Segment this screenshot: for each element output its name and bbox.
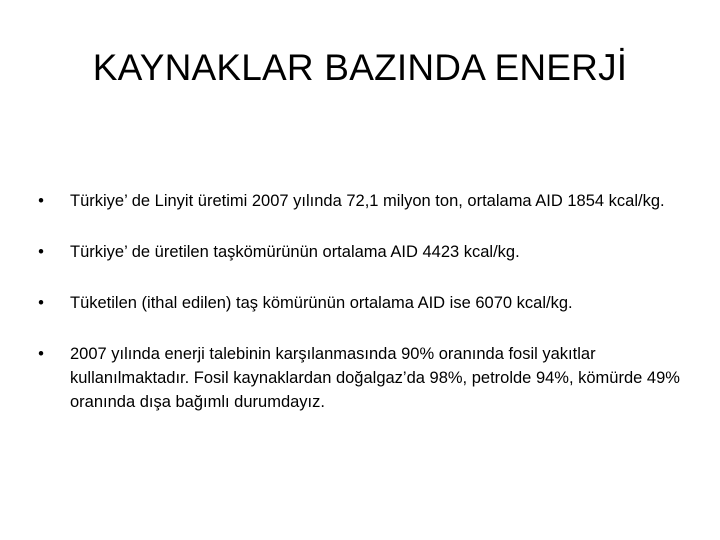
bullet-item-1 (36, 189, 686, 213)
bullet-marker: • (38, 294, 44, 312)
bullet-list (36, 189, 686, 441)
bullet-marker: • (38, 192, 44, 210)
slide-title: KAYNAKLAR BAZINDA ENERJİ (92, 47, 628, 88)
bullet-item-2 (36, 240, 686, 264)
bullet-text: Türkiye’ de Linyit üretimi 2007 yılında 72,1 milyon ton, ortalama AID 1854 kcal/kg. (70, 192, 665, 210)
bullet-marker: • (38, 345, 44, 363)
bullet-marker: • (38, 243, 44, 261)
bullet-text: Türkiye’ de üretilen taşkömürünün ortalama AID 4423 kcal/kg. (70, 243, 520, 261)
bullet-text: Tüketilen (ithal edilen) taş kömürünün ortalama AID ise 6070 kcal/kg. (70, 294, 573, 312)
bullet-item-4 (36, 342, 686, 414)
bullet-item-3 (36, 291, 686, 315)
bullet-text: 2007 yılında enerji talebinin karşılanmasında 90% oranında fosil yakıtlar kullanılmaktadır. Fosil kaynaklardan doğalgaz’da 98%, petrolde 94%, kömürde 49% oranında dışa bağımlı durumdayız. (70, 345, 680, 411)
